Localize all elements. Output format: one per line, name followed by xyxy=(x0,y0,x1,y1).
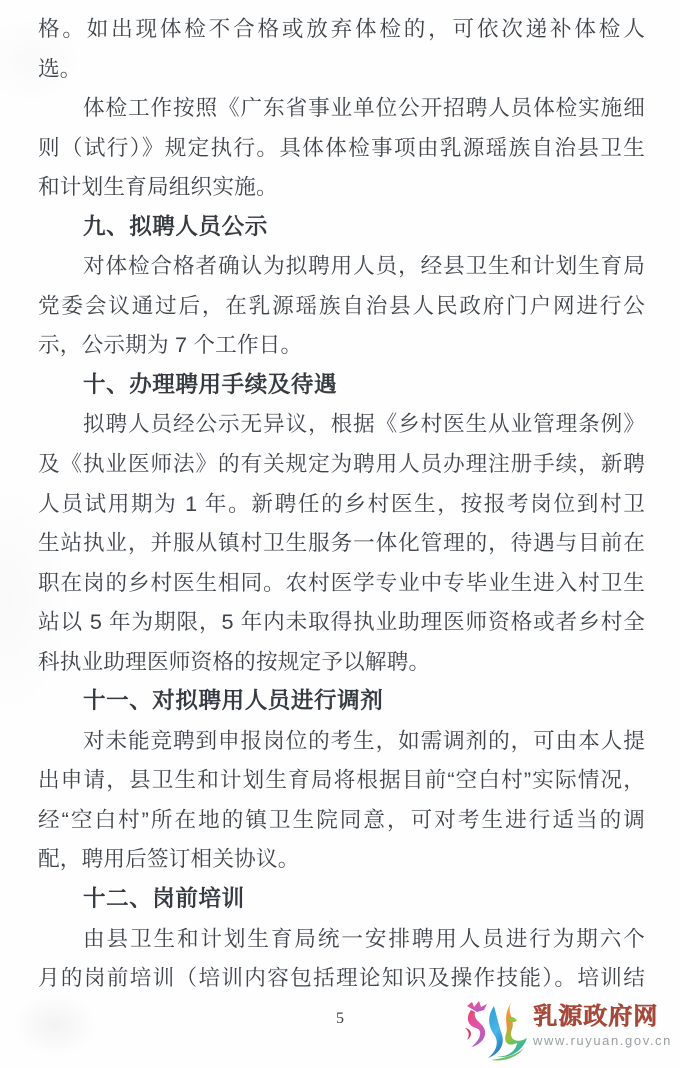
text-line: 经“空白村”所在地的镇卫生院同意，可对考生进行适当的调 xyxy=(38,806,645,832)
site-name: 乳源政府网 xyxy=(533,1003,659,1030)
text-line: 拟聘人员经公示无异议，根据《乡村医生从业管理条例》 xyxy=(83,411,645,437)
site-url: www.ruyuan.gov.cn xyxy=(533,1033,672,1049)
text-line: 则（试行）》规定执行。具体体检事项由乳源瑶族自治县卫生 xyxy=(38,134,645,160)
text-line: 格。如出现体检不合格或放弃体检的，可依次递补体检人 xyxy=(38,16,645,41)
text-line: 体检工作按照《广东省事业单位公开招聘人员体检实施细 xyxy=(83,95,645,121)
section-heading-11: 十一、对拟聘用人员进行调剂 xyxy=(83,688,384,714)
text-line: 科执业助理医师资格的按规定予以解聘。 xyxy=(38,648,431,674)
text-line: 出申请，县卫生和计划生育局将根据目前“空白村”实际情况， xyxy=(38,767,645,793)
text-line: 示，公示期为 7 个工作日。 xyxy=(38,332,303,358)
section-heading-10: 十、办理聘用手续及待遇 xyxy=(83,371,338,397)
text-line: 人员试用期为 1 年。新聘任的乡村医生，按报考岗位到村卫 xyxy=(38,490,645,516)
section-heading-12: 十二、岗前培训 xyxy=(83,886,245,912)
text-line: 由县卫生和计划生育局统一安排聘用人员进行为期六个 xyxy=(83,925,645,951)
document-body xyxy=(38,9,645,998)
text-line: 生站执业，并服从镇村卫生服务一体化管理的，待遇与目前在 xyxy=(38,530,645,556)
site-logo-text xyxy=(533,997,672,1049)
site-logo xyxy=(461,997,672,1063)
text-line: 选。 xyxy=(38,55,82,81)
text-line: 对体检合格者确认为拟聘用人员，经县卫生和计划生育局 xyxy=(83,253,645,279)
page-number: 5 xyxy=(336,1010,344,1027)
text-line: 和计划生育局组织实施。 xyxy=(38,174,278,200)
text-line: 月的岗前培训（培训内容包括理论知识及操作技能）。培训结 xyxy=(38,965,645,991)
text-line: 配，聘用后签订相关协议。 xyxy=(38,846,300,872)
text-line: 及《执业医师法》的有关规定为聘用人员办理注册手续，新聘 xyxy=(38,451,645,477)
text-line: 对未能竞聘到申报岗位的考生，如需调剂的，可由本人提 xyxy=(83,727,645,753)
section-heading-9: 九、拟聘人员公示 xyxy=(83,213,268,239)
dragon-phoenix-icon xyxy=(461,997,531,1063)
text-line: 党委会议通过后，在乳源瑶族自治县人民政府门户网进行公 xyxy=(38,292,645,318)
text-line: 站以 5 年为期限，5 年内未取得执业助理医师资格或者乡村全 xyxy=(38,609,645,635)
text-line: 职在岗的乡村医生相同。农村医学专业中专毕业生进入村卫生 xyxy=(38,569,645,595)
